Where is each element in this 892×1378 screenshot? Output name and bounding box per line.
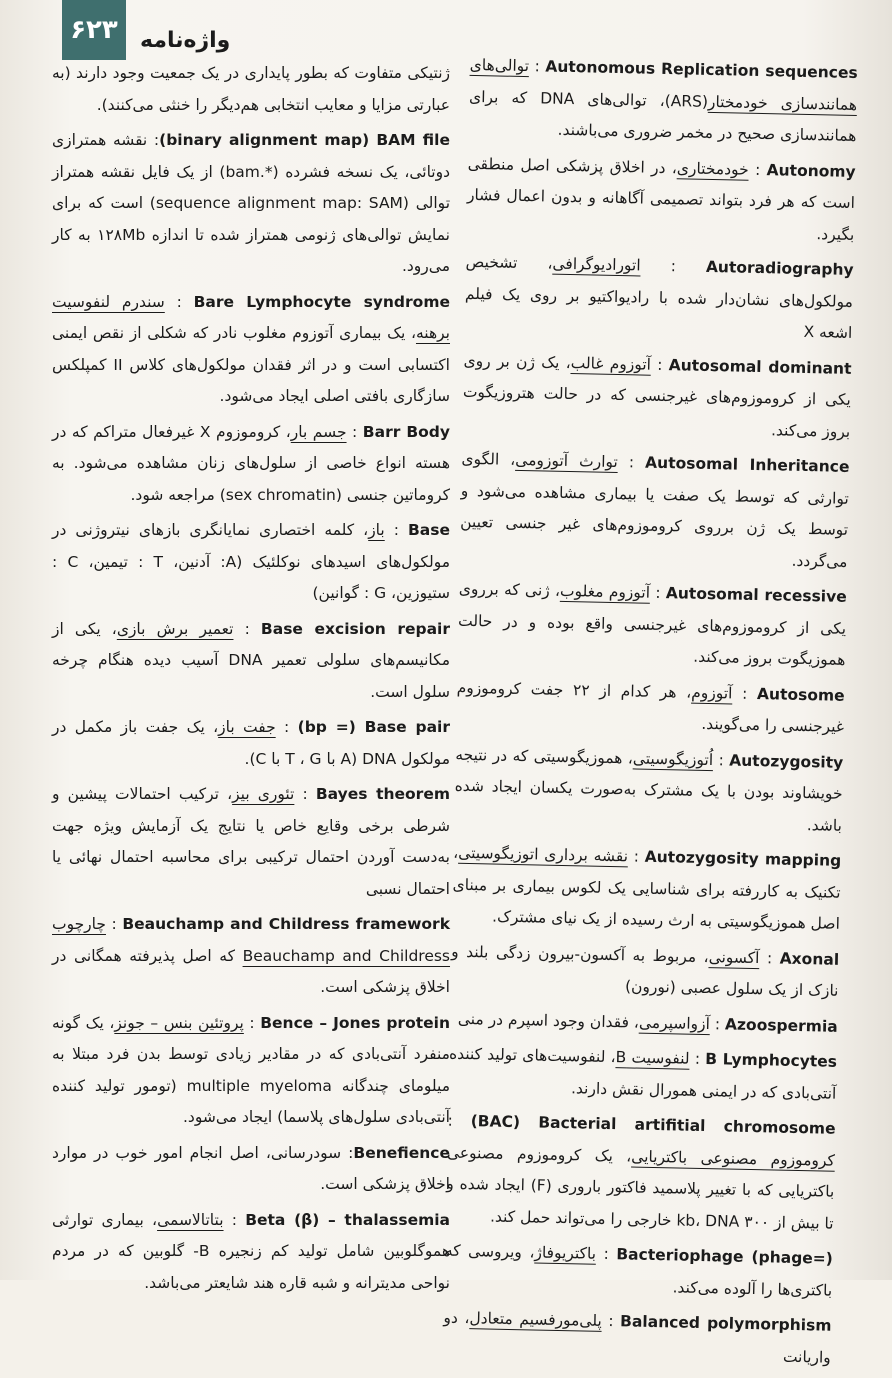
entry-persian-term: کروموزوم مصنوعی باکتریایی <box>631 1146 836 1170</box>
entry-persian-term: آتوزوم غالب <box>570 353 652 374</box>
entry-definition: ، فقدان وجود اسپرم در منی <box>457 1009 640 1032</box>
entry-term: Azoospermia <box>724 1014 838 1036</box>
entry-persian-term: پروتئین بنس – جونز <box>114 1013 244 1032</box>
entry-persian-term: تئوری بیز <box>232 785 295 803</box>
entry-definition: ، کروموزوم X غیرفعال متراکم که در هسته انواع خاصی از سلول‌های زنان مشاهده می‌شود. به کروماتین جنسی (sex chromatin) مراجعه شود. <box>52 422 450 504</box>
glossary-entry: Autozygosity : اُتوزیگوسیتی، هموزیگوسیتی که در نتیجه خویشاوند بودن با یک مشترک به‌صورت یکسان ایجاد شده باشد. <box>454 745 844 835</box>
entry-definition: ، بیماری توارثی هموگلوبین شامل تولید کم زنجیره B- گلوبین که در مردم نواحی مدیترانه و شبه قاره هند شایعتر می‌باشد. <box>52 1210 450 1292</box>
entry-definition: ، هر کدام از ۲۲ جفت کروموزوم غیرجنسی را می‌گویند. <box>456 678 845 736</box>
entry-term: Autozygosity <box>729 750 844 772</box>
glossary-entry: Bare Lymphocyte syndrome : سندرم لنفوسیت برهنه، یک بیماری آتوزوم مغلوب نادر که شکلی از نقص ایمنی اکتسابی است و در اثر فقدان مولکول‌های کلاس II کمپلکس سازگاری بافتی اصلی ایجاد می‌شود. <box>52 292 450 405</box>
glossary-entry <box>52 125 450 283</box>
entry-definition: ، یک گونه منفرد آنتی‌بادی که در مقادیر زیادی توسط بدن فرد مبتلا به میلومای چندگانه multiple myeloma (تومور تولید کننده آنتی‌بادی سلول‌های پلاسما) ایجاد می‌شود. <box>52 1013 450 1126</box>
glossary-entry <box>52 1138 450 1201</box>
entry-persian-term: آکسونی <box>708 947 760 967</box>
entry-term: Barr Body <box>362 422 450 441</box>
entry-term: (binary alignment map) BAM file <box>159 131 450 149</box>
glossary-entry: Autosomal dominant : آتوزوم غالب، یک ژن بر روی یکی از کروموزوم‌های غیرجنسی که در حالت هتروزیگوت بروز می‌کند. <box>462 351 852 441</box>
entry-term: Autonomy <box>766 160 856 181</box>
entry-persian-term: توالی‌های همانندسازی خودمختار <box>469 55 858 114</box>
glossary-entry: Autonomous Replication sequences : توالی‌های همانندسازی خودمختار(ARS)، توالی‌های DNA که برای همانندسازی صحیح در مخمر ضروری می‌باشند. <box>468 55 858 145</box>
entry-persian-term: تعمیر برش بازی <box>116 619 234 638</box>
entry-definition: ، الگوی توارثی که توسط یک صفت یا بیماری مشاهده می‌شود و توسط یک ژن برروی کروموزوم‌های غیر جنسی تعیین می‌گردد. <box>460 449 849 571</box>
entry-definition: ، مربوط به آکسون-بیرون زدگی بلند و نازک از یک سلول عصبی (نورون) <box>451 942 839 1000</box>
entry-term: Benefience <box>353 1143 450 1162</box>
entry-definition: ، هموزیگوسیتی که در نتیجه خویشاوند بودن با یک مشترک به‌صورت یکسان ایجاد شده باشد. <box>454 745 843 835</box>
entry-persian-term: اتورادیوگرافی <box>552 254 641 275</box>
entry-persian-term: جسم بار <box>290 422 347 441</box>
entry-definition: : سودرسانی، اصل انجام امور خوب در موارد اخلاق پزشکی است. <box>52 1143 450 1193</box>
glossary-entry: Autoradiography : اتورادیوگرافی، تشخیص مولکول‌های نشان‌دار شده با رادیواکتیو بر روی یک فیلم اشعه X <box>464 252 854 342</box>
entry-persian-term: اُتوزیگوسیتی <box>632 748 714 769</box>
glossary-entry: B Lymphocytes : لنفوسیت B، لنفوسیت‌های تولید کننده آنتی‌بادی که در ایمنی همورال نقش دارند. <box>448 1044 838 1103</box>
entry-term: Bacteriophage (phage=) <box>616 1245 834 1268</box>
glossary-entry: Beta (β) – thalassemia : بتاتالاسمی، بیماری توارثی هموگلوبین شامل تولید کم زنجیره B- گلوبین که در مردم نواحی مدیترانه و شبه قاره هند شایعتر می‌باشد. <box>52 1210 450 1292</box>
entry-definition: ، لنفوسیت‌های تولید کننده آنتی‌بادی که در ایمنی همورال نقش دارند. <box>448 1044 837 1103</box>
entry-term: Autosome <box>756 684 845 705</box>
entry-definition: که اصل پذیرفته همگانی در اخلاق پزشکی است. <box>52 946 450 996</box>
entry-term: Autozygosity mapping <box>644 847 842 870</box>
entry-definition: ، یک ژن بر روی یکی از کروموزوم‌های غیرجنسی که در حالت هتروزیگوت بروز می‌کند. <box>462 351 852 441</box>
page-number: ۶۲۳ <box>70 15 118 45</box>
entry-term: Autosomal recessive <box>665 584 847 606</box>
glossary-entry: Bence – Jones protein : پروتئین بنس – جونز، یک گونه منفرد آنتی‌بادی که در مقادیر زیادی توسط بدن فرد مبتلا به میلومای چندگانه multiple myeloma (تومور تولید کننده آنتی‌بادی سلول‌های پلاسما) ایجاد می‌شود. <box>52 1013 450 1126</box>
entry-persian-term: نقشه برداری اتوزیگوسیتی <box>458 843 629 866</box>
entry-persian-term: جفت باز <box>218 718 276 736</box>
entry-term: Axonal <box>779 949 840 969</box>
entry-term: Autonomous Replication sequences <box>545 57 858 82</box>
entry-persian-term: باز <box>368 521 385 539</box>
entry-persian-term: آتوزوم مغلوب <box>559 581 651 602</box>
entry-term: (bp =) Base pair <box>297 718 450 736</box>
glossary-entry: Autosomal recessive : آتوزوم مغلوب، ژنی که برروی یکی از کروموزوم‌های غیرجنسی واقع بوده و در حالت هموزیگوت بروز می‌کند. <box>457 579 847 669</box>
entry-definition: (ARS)، توالی‌های DNA که برای همانندسازی صحیح در مخمر ضروری می‌باشند. <box>468 87 857 145</box>
glossary-entry: Balanced polymorphism : پلی‌مورفسیم متعادل، دو واریانت <box>443 1308 832 1367</box>
entry-term: Autoradiography <box>705 257 854 279</box>
entry-persian-term: چارچوب Beauchamp and Childress <box>52 915 451 965</box>
glossary-entry: Autozygosity mapping : نقشه برداری اتوزیگوسیتی، تکنیک به کاررفته برای شناسایی یک لکوس بیماری بر مبنای اصل هموزیگوسیتی به ارث رسیده از یک نیای مشترک. <box>452 843 842 933</box>
entry-persian-term: توارث آتوزومی <box>515 450 619 472</box>
glossary-entry: (bp =) Base pair : جفت باز، یک جفت باز مکمل در مولکول DNA (A با T ، G با C). <box>52 718 450 768</box>
entry-term: Bence – Jones protein <box>260 1013 450 1032</box>
entry-term: Base excision repair <box>260 619 450 638</box>
entry-definition: ژنتیکی متفاوت که بطور پایداری در یک جمعیت وجود دارند (به عبارتی مزایا و معایب انتخابی هم‌دیگر را خنثی می‌کنند). <box>52 64 450 114</box>
entry-persian-term: خودمختاری <box>676 158 749 179</box>
entry-term: B Lymphocytes <box>705 1050 838 1071</box>
entry-definition: ، یک جفت باز مکمل در مولکول DNA (A با T ، G با C). <box>52 718 450 768</box>
entry-term: Base <box>407 521 450 539</box>
glossary-entry: Autonomy : خودمختاری، در اخلاق پزشکی اصل منطقی است که هر فرد بتواند تصمیمی آگاهانه و بدون اعمال فشار بگیرد. <box>466 154 856 244</box>
entry-persian-term: آزواسپرمی <box>638 1013 711 1033</box>
entry-term: Balanced polymorphism <box>619 1312 832 1335</box>
entry-term: Beauchamp and Childress framework <box>122 915 450 933</box>
glossary-entry: Autosome : آتوزوم، هر کدام از ۲۲ جفت کروموزوم غیرجنسی را می‌گویند. <box>456 678 845 736</box>
entry-definition: ، ویروسی که باکتری‌ها را آلوده می‌کند. <box>444 1241 833 1300</box>
entry-term: Autosomal Inheritance <box>644 453 850 476</box>
glossary-entry: Base : باز، کلمه اختصاری نمایانگری بازهای نیتروژنی در مولکول‌های اسیدهای نوکلئیک (A: آدنین، T : تیمین، C : ستیوزین، G : گوانین) <box>52 521 451 602</box>
entry-definition: ، ترکیب احتمالات پیشین و شرطی برخی وقایع خاص یا نتایج یک آزمایش ویژه جهت به‌دست آوردن احتمال ترکیبی برای محاسبه احتمال نهائی یا احتمال نسبی <box>52 785 450 898</box>
glossary-entry: Base excision repair : تعمیر برش بازی، یکی از مکانیسم‌های سلولی تعمیر DNA آسیب دیده هنگام چرخه سلول است. <box>52 619 450 701</box>
entry-definition: ، در اخلاق پزشکی اصل منطقی است که هر فرد بتواند تصمیمی آگاهانه و بدون اعمال فشار بگیرد. <box>466 154 856 244</box>
entry-definition: ، یک کروموزوم مصنوعی باکتریایی که با تغییر پلاسمید فاکتور باروری (F) ایجاد شده و تا بیش از ۳۰۰ kb، DNA خارجی را می‌تواند حمل کند. <box>446 1143 835 1233</box>
glossary-entry: Bayes theorem : تئوری بیز، ترکیب احتمالات پیشین و شرطی برخی وقایع خاص یا نتایج یک آزمایش ویژه جهت به‌دست آوردن احتمال ترکیبی برای محاسبه احتمال نهائی یا احتمال نسبی <box>52 785 450 898</box>
entry-persian-term: باکتریوفاژ <box>534 1243 597 1263</box>
glossary-entry: Bacteriophage (phage=) : باکتریوفاژ، ویروسی که باکتری‌ها را آلوده می‌کند. <box>444 1241 834 1300</box>
entry-term: Bare Lymphocyte syndrome <box>193 292 450 311</box>
entry-definition: ، یک بیماری آتوزوم مغلوب نادر که شکلی از نقص ایمنی اکتسابی است و در اثر فقدان مولکول‌های کلاس II کمپلکس سازگاری بافتی اصلی ایجاد می‌شود. <box>52 324 450 405</box>
left-column <box>52 58 450 1303</box>
entry-definition: ، تشخیص مولکول‌های نشان‌دار شده با رادیواکتیو بر روی یک فیلم اشعه X <box>464 252 854 342</box>
entry-definition: ، ژنی که برروی یکی از کروموزوم‌های غیرجنسی واقع بوده و در حالت هموزیگوت بروز می‌کند. <box>457 579 847 669</box>
entry-definition: ، تکنیک به کاررفته برای شناسایی یک لکوس بیماری بر مبنای اصل هموزیگوسیتی به ارث رسیده از یک نیای مشترک. <box>452 843 841 933</box>
entry-term: Bayes theorem <box>315 785 450 803</box>
glossary-entry <box>52 58 450 121</box>
glossary-entry: Azoospermia : آزواسپرمی، فقدان وجود اسپرم در منی <box>457 1009 838 1036</box>
page-number-badge <box>62 0 126 60</box>
glossary-entry: Axonal : آکسونی، مربوط به آکسون-بیرون زدگی بلند و نازک از یک سلول عصبی (نورون) <box>451 942 840 1000</box>
entry-persian-term: پلی‌مورفسیم متعادل <box>469 1309 602 1330</box>
entry-persian-term: آتوزوم <box>691 683 733 703</box>
entry-term: Beta (β) – thalassemia <box>245 1210 450 1229</box>
entry-definition: ، کلمه اختصاری نمایانگری بازهای نیتروژنی در مولکول‌های اسیدهای نوکلئیک (A: آدنین، T : تیمین، C : ستیوزین، G : گوانین) <box>52 521 451 602</box>
glossary-entry: (BAC) Bacterial artifitial chromosome : کروموزوم مصنوعی باکتریایی، یک کروموزوم مصنوعی باکتریایی که با تغییر پلاسمید فاکتور باروری (F) ایجاد شده و تا بیش از ۳۰۰ kb، DNA خارجی را می‌تواند حمل کند. <box>446 1111 836 1233</box>
entry-term: (BAC) Bacterial artifitial chromosome <box>470 1112 836 1138</box>
entry-definition: : نقشه همترازی دوتائی، یک نسخه فشرده (*.bam) از یک فایل نقشه همتراز توالی (sequence alignment map: SAM) است که برای نمایش توالی‌های ژنومی همتراز شده تا اندازه ۱۲۸Mb به کار می‌رود. <box>52 131 451 275</box>
right-column <box>442 50 858 1378</box>
glossary-entry: Beauchamp and Childress framework : چارچوب Beauchamp and Childress که اصل پذیرفته همگانی در اخلاق پزشکی است. <box>52 915 451 996</box>
entry-term: Autosomal dominant <box>668 355 852 378</box>
entry-persian-term: بتاتالاسمی <box>157 1210 224 1229</box>
entry-definition: ، دو واریانت <box>443 1308 831 1367</box>
glossary-entry: Autosomal Inheritance : توارث آتوزومی، الگوی توارثی که توسط یک صفت یا بیماری مشاهده می‌شود و توسط یک ژن برروی کروموزوم‌های غیر جنسی تعیین می‌گردد. <box>460 449 850 571</box>
glossary-entry: Barr Body : جسم بار، کروموزوم X غیرفعال متراکم که در هسته انواع خاصی از سلول‌های زنان مشاهده می‌شود. به کروماتین جنسی (sex chromatin) مراجعه شود. <box>52 422 450 504</box>
entry-definition: ، یکی از مکانیسم‌های سلولی تعمیر DNA آسیب دیده هنگام چرخه سلول است. <box>52 619 450 701</box>
entry-persian-term: لنفوسیت B <box>615 1048 690 1068</box>
running-head: واژه‌نامه <box>140 28 231 53</box>
entry-persian-term: سندرم لنفوسیت برهنه <box>52 292 450 342</box>
